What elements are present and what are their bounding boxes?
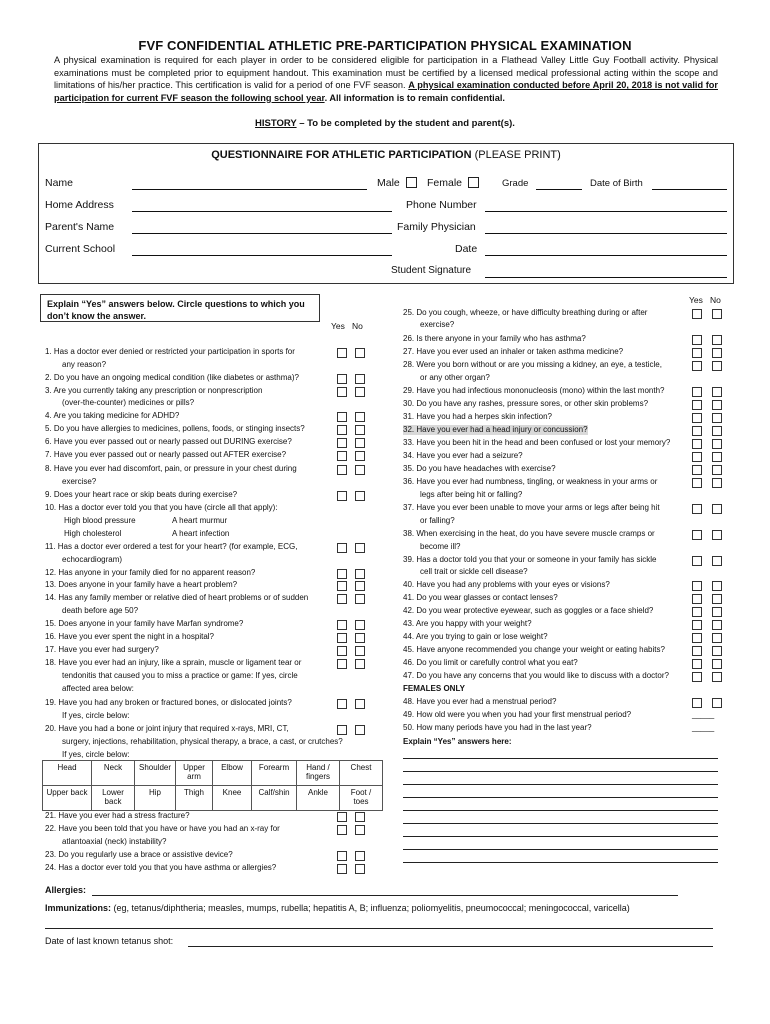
question-text: 20. Have you had a bone or joint injury that required x-rays, MRI, CT, — [45, 724, 289, 733]
question-text: 40. Have you had any problems with your eyes or visions? — [403, 580, 610, 589]
question-text: surgery, injections, rehabilitation, physical therapy, a brace, a cast, or crutches? — [62, 737, 343, 746]
question-text: 31. Have you had a herpes skin infection? — [403, 412, 552, 421]
question-text: affected area below: — [62, 684, 134, 693]
yes-checkbox[interactable] — [337, 451, 347, 461]
no-checkbox[interactable] — [712, 620, 722, 630]
left-yes-header: Yes — [331, 321, 345, 331]
body-part-cell[interactable]: Thigh — [176, 786, 213, 811]
yes-checkbox[interactable] — [692, 594, 702, 604]
school-field[interactable] — [132, 255, 392, 256]
history-label: HISTORY — [255, 118, 297, 129]
yes-checkbox[interactable] — [692, 309, 702, 319]
table-row — [43, 761, 383, 786]
question-text: 33. Have you been hit in the head and been confused or lost your memory? — [403, 438, 671, 447]
yes-checkbox[interactable] — [337, 659, 347, 669]
yes-checkbox[interactable] — [692, 348, 702, 358]
question-text: cell trait or sickle cell disease? — [420, 567, 528, 576]
explain-line[interactable] — [403, 771, 718, 772]
body-part-cell[interactable]: Neck — [92, 761, 135, 786]
question-text: 14. Has any family member or relative died of heart problems or of sudden — [45, 593, 309, 602]
female-checkbox[interactable] — [468, 177, 479, 188]
yes-checkbox[interactable] — [337, 348, 347, 358]
tetanus-field[interactable] — [188, 946, 713, 947]
explain-line[interactable] — [403, 849, 718, 850]
body-part-cell[interactable]: Lower back — [92, 786, 135, 811]
male-checkbox[interactable] — [406, 177, 417, 188]
question-text: High cholesterol — [64, 529, 122, 538]
yes-checkbox[interactable] — [692, 607, 702, 617]
signature-label: Student Signature — [391, 265, 472, 276]
no-checkbox[interactable] — [712, 361, 722, 371]
no-checkbox[interactable] — [355, 451, 365, 461]
table-row — [43, 786, 383, 811]
question-text: 3. Are you currently taking any prescription or nonprescription — [45, 386, 263, 395]
physician-label: Family Physician — [397, 221, 476, 233]
no-checkbox[interactable] — [355, 594, 365, 604]
no-checkbox[interactable] — [712, 465, 722, 475]
yes-checkbox[interactable] — [692, 530, 702, 540]
yes-checkbox[interactable] — [692, 620, 702, 630]
yes-checkbox[interactable] — [337, 387, 347, 397]
body-part-cell[interactable]: Shoulder — [135, 761, 176, 786]
question-text: 24. Has a doctor ever told you that you have asthma or allergies? — [45, 863, 277, 872]
no-checkbox[interactable] — [712, 439, 722, 449]
no-checkbox[interactable] — [712, 633, 722, 643]
question-text: 41. Do you wear glasses or contact lenses? — [403, 593, 558, 602]
question-text: 49. How old were you when you had your first menstrual period? — [403, 710, 632, 719]
question-text: 47. Do you have any concerns that you would like to discuss with a doctor? — [403, 671, 669, 680]
no-checkbox[interactable] — [355, 812, 365, 822]
question-text: death before age 50? — [62, 606, 139, 615]
explain-line[interactable] — [403, 836, 718, 837]
question-text: 45. Have anyone recommended you change your weight or eating habits? — [403, 645, 665, 654]
explain-line[interactable] — [403, 823, 718, 824]
question-text: tendonitis that caused you to miss a practice or game: If yes, circle — [62, 671, 298, 680]
yes-checkbox[interactable] — [337, 851, 347, 861]
no-checkbox[interactable] — [355, 633, 365, 643]
question-text: 2. Do you have an ongoing medical condition (like diabetes or asthma)? — [45, 373, 299, 382]
body-part-cell[interactable]: Head — [43, 761, 92, 786]
no-checkbox[interactable] — [712, 348, 722, 358]
yes-checkbox[interactable] — [337, 594, 347, 604]
question-text: 39. Has a doctor told you that your or someone in your family has sickle — [403, 555, 657, 564]
body-parts-table — [42, 760, 383, 811]
question-text: 34. Have you ever had a seizure? — [403, 451, 523, 460]
questionnaire-title — [39, 149, 733, 161]
no-checkbox[interactable] — [712, 413, 722, 423]
question-text: 27. Have you ever used an inhaler or taken asthma medicine? — [403, 347, 624, 356]
body-part-cell[interactable]: Knee — [213, 786, 252, 811]
no-checkbox[interactable] — [712, 672, 722, 682]
question-text: 48. Have you ever had a menstrual period? — [403, 697, 557, 706]
no-checkbox[interactable] — [355, 581, 365, 591]
home-address-label: Home Address — [45, 199, 114, 211]
no-checkbox[interactable] — [355, 438, 365, 448]
body-part-cell[interactable]: Upper arm — [176, 761, 213, 786]
yes-checkbox[interactable] — [337, 864, 347, 874]
no-checkbox[interactable] — [712, 426, 722, 436]
yes-checkbox[interactable] — [337, 581, 347, 591]
question-text: atlantoaxial (neck) instability? — [62, 837, 167, 846]
yes-checkbox[interactable] — [337, 438, 347, 448]
question-text: 25. Do you cough, wheeze, or have difficulty breathing during or after — [403, 308, 648, 317]
immunizations-line — [45, 903, 630, 913]
grade-label: Grade — [502, 178, 529, 189]
no-checkbox[interactable] — [355, 725, 365, 735]
yes-checkbox[interactable] — [692, 452, 702, 462]
question-text: legs after being hit or falling? — [420, 490, 523, 499]
immunizations-text: (eg, tetanus/diphtheria; measles, mumps, rubella; hepatitis A, B; influenza; poliomyelitis, pneumococcal; meningococcal, varicella) — [111, 903, 630, 913]
body-part-cell[interactable]: Elbow — [213, 761, 252, 786]
name-label: Name — [45, 177, 74, 189]
question-text: 46. Do you limit or carefully control what you eat? — [403, 658, 578, 667]
question-text: 42. Do you wear protective eyewear, such as goggles or a face shield? — [403, 606, 654, 615]
body-part-cell[interactable]: Forearm — [252, 761, 297, 786]
yes-checkbox[interactable] — [337, 620, 347, 630]
yes-checkbox[interactable] — [692, 465, 702, 475]
questionnaire-title-rest: (PLEASE PRINT) — [471, 149, 561, 161]
question-text: 19. Have you had any broken or fractured bones, or dislocated joints? — [45, 698, 292, 707]
explain-line[interactable] — [403, 784, 718, 785]
no-checkbox[interactable] — [712, 607, 722, 617]
no-checkbox[interactable] — [355, 659, 365, 669]
question-text: 1. Has a doctor ever denied or restricted your participation in sports for — [45, 347, 295, 356]
no-checkbox[interactable] — [712, 400, 722, 410]
intro-text: A physical examination is required for each player in order to be considered eligible for participation in a Flathead Valley Little Guy Football activity. Physical examinations must be completed prior to equipment handout. This examination must be certified by a licensed medical professional acting within the scope and limitations of his/her practice. This certification is valid for a period of one FVF season. — [54, 55, 718, 90]
body-part-cell[interactable]: Upper back — [43, 786, 92, 811]
explain-line[interactable] — [403, 862, 718, 863]
question-text: If yes, circle below: — [62, 711, 130, 720]
question-text: 35. Do you have headaches with exercise? — [403, 464, 556, 473]
immunizations-field[interactable] — [45, 928, 713, 929]
question-text: A heart murmur — [172, 516, 228, 525]
yes-checkbox[interactable] — [692, 400, 702, 410]
allergies-field[interactable] — [92, 895, 678, 896]
yes-checkbox[interactable] — [692, 426, 702, 436]
question-text: become ill? — [420, 542, 461, 551]
question-text: 29. Have you had infectious mononucleosis (mono) within the last month? — [403, 386, 665, 395]
question-text: 15. Does anyone in your family have Marfan syndrome? — [45, 619, 244, 628]
question-text: 37. Have you ever been unable to move your arms or legs after being hit — [403, 503, 660, 512]
phone-field[interactable] — [485, 211, 727, 212]
question-text: FEMALES ONLY — [403, 684, 465, 693]
signature-field[interactable] — [485, 277, 727, 278]
intro-paragraph — [54, 54, 718, 104]
yes-checkbox[interactable] — [692, 698, 702, 708]
no-checkbox[interactable] — [355, 620, 365, 630]
question-text: exercise? — [62, 477, 97, 486]
yes-checkbox[interactable] — [692, 556, 702, 566]
question-text: 10. Has a doctor ever told you that you have (circle all that apply): — [45, 503, 278, 512]
no-checkbox[interactable] — [712, 646, 722, 656]
question-text: 23. Do you regularly use a brace or assistive device? — [45, 850, 233, 859]
dob-field[interactable] — [652, 189, 727, 190]
explain-instructions: Explain “Yes” answers below. Circle questions to which you don’t know the answer. — [40, 294, 320, 322]
no-checkbox[interactable] — [712, 478, 722, 488]
yes-checkbox[interactable] — [337, 491, 347, 501]
yes-checkbox[interactable] — [692, 413, 702, 423]
question-text: 4. Are you taking medicine for ADHD? — [45, 411, 180, 420]
no-checkbox[interactable] — [712, 659, 722, 669]
question-text: 36. Have you ever had numbness, tingling, or weakness in your arms or — [403, 477, 658, 486]
phone-label: Phone Number — [406, 199, 477, 211]
explain-line[interactable] — [403, 758, 718, 759]
date-field[interactable] — [485, 255, 727, 256]
question-text: exercise? — [420, 320, 455, 329]
answer-blank[interactable]: _____ — [692, 710, 715, 719]
body-part-cell[interactable]: Ankle — [297, 786, 340, 811]
no-checkbox[interactable] — [355, 465, 365, 475]
no-checkbox[interactable] — [712, 387, 722, 397]
question-text: If yes, circle below: — [62, 750, 130, 759]
yes-checkbox[interactable] — [692, 646, 702, 656]
body-part-cell[interactable]: Foot / toes — [340, 786, 383, 811]
home-address-field[interactable] — [132, 211, 392, 212]
body-part-cell[interactable]: Hand / fingers — [297, 761, 340, 786]
yes-checkbox[interactable] — [692, 581, 702, 591]
question-text: 44. Are you trying to gain or lose weight? — [403, 632, 548, 641]
yes-checkbox[interactable] — [692, 504, 702, 514]
no-checkbox[interactable] — [355, 491, 365, 501]
question-text: echocardiogram) — [62, 555, 123, 564]
allergies-label: Allergies: — [45, 885, 87, 895]
no-checkbox[interactable] — [712, 594, 722, 604]
no-checkbox[interactable] — [712, 530, 722, 540]
yes-checkbox[interactable] — [337, 374, 347, 384]
question-text: 13. Does anyone in your family have a heart problem? — [45, 580, 238, 589]
intro-end: . All information is to remain confidential. — [324, 92, 505, 103]
question-text: 18. Have you ever had an injury, like a sprain, muscle or ligament tear or — [45, 658, 302, 667]
yes-checkbox[interactable] — [337, 699, 347, 709]
question-text: 50. How many periods have you had in the last year? — [403, 723, 592, 732]
no-checkbox[interactable] — [355, 864, 365, 874]
name-field[interactable] — [132, 189, 367, 190]
questionnaire-box — [38, 143, 734, 284]
explain-line[interactable] — [403, 797, 718, 798]
history-rest: – To be completed by the student and parent(s). — [296, 118, 515, 129]
date-label: Date — [455, 243, 478, 255]
yes-checkbox[interactable] — [337, 543, 347, 553]
question-text: 38. When exercising in the heat, do you have severe muscle cramps or — [403, 529, 655, 538]
no-checkbox[interactable] — [355, 425, 365, 435]
question-text: any reason? — [62, 360, 107, 369]
no-checkbox[interactable] — [712, 698, 722, 708]
right-no-header: No — [710, 295, 721, 305]
question-text: 7. Have you ever passed out or nearly passed out AFTER exercise? — [45, 450, 287, 459]
body-part-cell[interactable]: Chest — [340, 761, 383, 786]
no-checkbox[interactable] — [712, 581, 722, 591]
question-text: 16. Have you ever spent the night in a hospital? — [45, 632, 214, 641]
yes-checkbox[interactable] — [337, 646, 347, 656]
male-label: Male — [377, 177, 400, 189]
no-checkbox[interactable] — [712, 504, 722, 514]
question-text: 32. Have you ever had a head injury or concussion? — [403, 425, 588, 434]
no-checkbox[interactable] — [355, 646, 365, 656]
no-checkbox[interactable] — [355, 699, 365, 709]
history-heading — [0, 118, 770, 129]
body-part-cell[interactable]: Calf/shin — [252, 786, 297, 811]
question-text: 6. Have you ever passed out or nearly passed out DURING exercise? — [45, 437, 292, 446]
explain-line[interactable] — [403, 810, 718, 811]
no-checkbox[interactable] — [712, 452, 722, 462]
yes-checkbox[interactable] — [337, 725, 347, 735]
yes-checkbox[interactable] — [337, 412, 347, 422]
yes-checkbox[interactable] — [692, 361, 702, 371]
right-yes-header: Yes — [689, 295, 703, 305]
question-text: 12. Has anyone in your family died for no apparent reason? — [45, 568, 256, 577]
question-text: 26. Is there anyone in your family who has asthma? — [403, 334, 586, 343]
yes-checkbox[interactable] — [692, 335, 702, 345]
no-checkbox[interactable] — [712, 335, 722, 345]
question-text: 28. Were you born without or are you missing a kidney, an eye, a testicle, — [403, 360, 662, 369]
tetanus-label: Date of last known tetanus shot: — [45, 936, 174, 946]
question-text: 21. Have you ever had a stress fracture? — [45, 811, 190, 820]
question-text: A heart infection — [172, 529, 230, 538]
no-checkbox[interactable] — [355, 825, 365, 835]
no-checkbox[interactable] — [355, 569, 365, 579]
question-text: (over-the-counter) medicines or pills? — [62, 398, 195, 407]
body-part-cell[interactable]: Hip — [135, 786, 176, 811]
yes-checkbox[interactable] — [692, 659, 702, 669]
yes-checkbox[interactable] — [692, 439, 702, 449]
no-checkbox[interactable] — [355, 374, 365, 384]
yes-checkbox[interactable] — [692, 633, 702, 643]
question-text: or falling? — [420, 516, 455, 525]
question-text: 30. Do you have any rashes, pressure sores, or other skin problems? — [403, 399, 649, 408]
physician-field[interactable] — [485, 233, 727, 234]
question-text: 5. Do you have allergies to medicines, pollens, foods, or stinging insects? — [45, 424, 305, 433]
yes-checkbox[interactable] — [337, 465, 347, 475]
grade-field[interactable] — [536, 189, 582, 190]
school-label: Current School — [45, 243, 116, 255]
yes-checkbox[interactable] — [337, 633, 347, 643]
yes-checkbox[interactable] — [337, 812, 347, 822]
question-text: 11. Has a doctor ever ordered a test for your heart? (for example, ECG, — [45, 542, 298, 551]
left-no-header: No — [352, 321, 363, 331]
question-text: 17. Have you ever had surgery? — [45, 645, 159, 654]
parent-name-label: Parent's Name — [45, 221, 115, 233]
immunizations-label: Immunizations: — [45, 903, 112, 913]
page-title: FVF CONFIDENTIAL ATHLETIC PRE-PARTICIPATION PHYSICAL EXAMINATION — [138, 38, 632, 53]
parent-name-field[interactable] — [132, 233, 392, 234]
yes-checkbox[interactable] — [337, 425, 347, 435]
dob-label: Date of Birth — [590, 178, 643, 189]
no-checkbox[interactable] — [355, 348, 365, 358]
yes-checkbox[interactable] — [692, 478, 702, 488]
yes-checkbox[interactable] — [337, 825, 347, 835]
yes-checkbox[interactable] — [337, 569, 347, 579]
intro-underlined: A physical examination conducted before April 20, 2018 is not valid for participation for current FVF season the following school year — [54, 80, 718, 103]
no-checkbox[interactable] — [355, 543, 365, 553]
answer-blank[interactable]: _____ — [692, 723, 715, 732]
question-text: 8. Have you ever had discomfort, pain, or pressure in your chest during — [45, 464, 297, 473]
no-checkbox[interactable] — [355, 851, 365, 861]
question-text: High blood pressure — [64, 516, 136, 525]
no-checkbox[interactable] — [355, 412, 365, 422]
no-checkbox[interactable] — [712, 556, 722, 566]
question-text: 9. Does your heart race or skip beats during exercise? — [45, 490, 238, 499]
questionnaire-title-bold: QUESTIONNAIRE FOR ATHLETIC PARTICIPATION — [211, 149, 472, 161]
question-text: or any other organ? — [420, 373, 490, 382]
no-checkbox[interactable] — [712, 309, 722, 319]
question-text: Explain “Yes” answers here: — [403, 737, 512, 746]
question-text: 43. Are you happy with your weight? — [403, 619, 532, 628]
yes-checkbox[interactable] — [692, 672, 702, 682]
question-text: 22. Have you been told that you have or have you had an x-ray for — [45, 824, 280, 833]
no-checkbox[interactable] — [355, 387, 365, 397]
female-label: Female — [427, 177, 463, 189]
yes-checkbox[interactable] — [692, 387, 702, 397]
